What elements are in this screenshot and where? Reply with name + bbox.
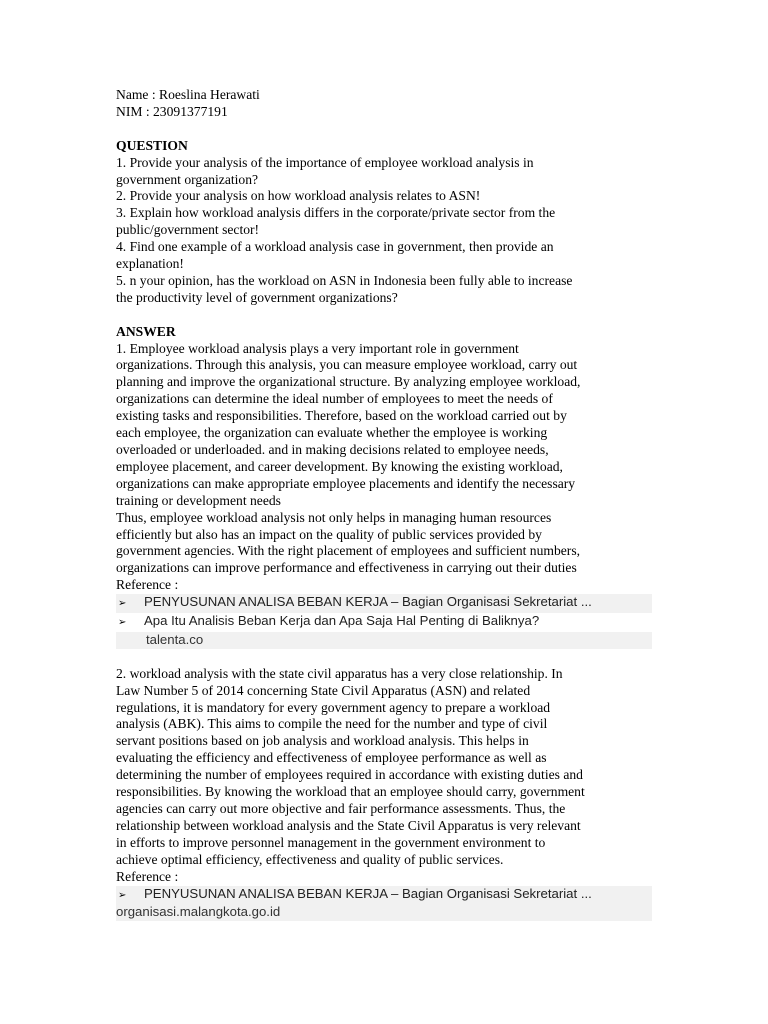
document-page [116, 87, 656, 921]
answer-2-paragraph [116, 666, 656, 869]
student-name: Name : Roeslina Herawati [116, 87, 260, 102]
answer-line: responsibilities. By knowing the workload that an employee should carry, government [116, 784, 585, 800]
reference-link-text: Apa Itu Analisis Beban Kerja dan Apa Saja Hal Penting di Baliknya? [144, 613, 540, 629]
arrowhead-bullet-icon: ➢ [118, 598, 127, 610]
answer-line: agencies can carry out more objective and fair performance assessments. Thus, the [116, 801, 566, 817]
question-line: 1. Provide your analysis of the importance of employee workload analysis in [116, 154, 534, 170]
reference-source-site[interactable]: organisasi.malangkota.go.id [116, 904, 652, 921]
reference-link[interactable] [116, 594, 652, 613]
answer-1-paragraph [116, 341, 656, 578]
question-heading: QUESTION [116, 137, 188, 153]
answer-line: organizations can improve performance and effectiveness in carrying out their duties [116, 560, 577, 576]
answer-heading: ANSWER [116, 323, 176, 339]
spacer [116, 307, 656, 324]
question-line: the productivity level of government organizations? [116, 289, 398, 305]
answer-line: 1. Employee workload analysis plays a very important role in government [116, 340, 519, 356]
reference-label: Reference : [116, 868, 179, 884]
answer-line: achieve optimal efficiency, effectiveness and quality of public services. [116, 851, 504, 867]
answer-line: government agencies. With the right placement of employees and sufficient numbers, [116, 543, 581, 559]
answer-line: organizations. Through this analysis, you can measure employee workload, carry out [116, 357, 578, 373]
question-list [116, 155, 656, 307]
student-nim: NIM : 23091377191 [116, 103, 228, 119]
question-line: public/government sector! [116, 222, 260, 238]
answer-line: Thus, employee workload analysis not only helps in managing human resources [116, 509, 552, 525]
answer-line: regulations, it is mandatory for every government agency to prepare a workload [116, 699, 551, 715]
question-line: 5. n your opinion, has the workload on ASN in Indonesia been fully able to increase [116, 272, 573, 288]
reference-link-text: PENYUSUNAN ANALISA BEBAN KERJA – Bagian Organisasi Sekretariat ... [144, 594, 592, 610]
answer-line: each employee, the organization can evaluate whether the employee is working [116, 425, 548, 441]
reference-link[interactable] [116, 886, 652, 905]
reference-source-site[interactable]: talenta.co [116, 632, 652, 649]
reference-link[interactable] [116, 613, 656, 632]
arrowhead-bullet-icon: ➢ [118, 617, 127, 629]
answer-line: existing tasks and responsibilities. Therefore, based on the workload carried out by [116, 408, 567, 424]
question-line: government organization? [116, 171, 259, 187]
answer-line: organizations can make appropriate employee placements and identify the necessary [116, 475, 576, 491]
answer-line: determining the number of employees required in accordance with existing duties and [116, 767, 583, 783]
answer-line: planning and improve the organizational structure. By analyzing employee workload, [116, 374, 581, 390]
answer-line: relationship between workload analysis and the State Civil Apparatus is very relevant [116, 817, 581, 833]
answer-line: training or development needs [116, 492, 281, 508]
answer-line: organizations can determine the ideal number of employees to meet the needs of [116, 391, 553, 407]
answer-line: in efforts to improve personnel management in the government environment to [116, 834, 546, 850]
reference-label: Reference : [116, 577, 179, 593]
question-line: 2. Provide your analysis on how workload analysis relates to ASN! [116, 188, 481, 204]
answer-line: 2. workload analysis with the state civil apparatus has a very close relationship. In [116, 665, 563, 681]
answer-line: evaluating the efficiency and effectiveness of employee performance as well as [116, 750, 547, 766]
question-line: 3. Explain how workload analysis differs in the corporate/private sector from the [116, 205, 556, 221]
spacer [116, 649, 656, 666]
spacer [116, 121, 656, 138]
answer-line: servant positions based on job analysis and workload analysis. This helps in [116, 733, 529, 749]
answer-line: employee placement, and career development. By knowing the existing workload, [116, 458, 563, 474]
question-line: explanation! [116, 256, 184, 272]
reference-link-text: PENYUSUNAN ANALISA BEBAN KERJA – Bagian Organisasi Sekretariat ... [144, 885, 592, 901]
arrowhead-bullet-icon: ➢ [118, 889, 127, 901]
answer-line: efficiently but also has an impact on the quality of public services provided by [116, 526, 542, 542]
question-line: 4. Find one example of a workload analysis case in government, then provide an [116, 239, 554, 255]
answer-line: overloaded or underloaded. and in making decisions related to employee needs, [116, 442, 549, 457]
answer-line: Law Number 5 of 2014 concerning State Civil Apparatus (ASN) and related [116, 682, 531, 698]
answer-line: analysis (ABK). This aims to compile the need for the number and type of civil [116, 716, 548, 732]
